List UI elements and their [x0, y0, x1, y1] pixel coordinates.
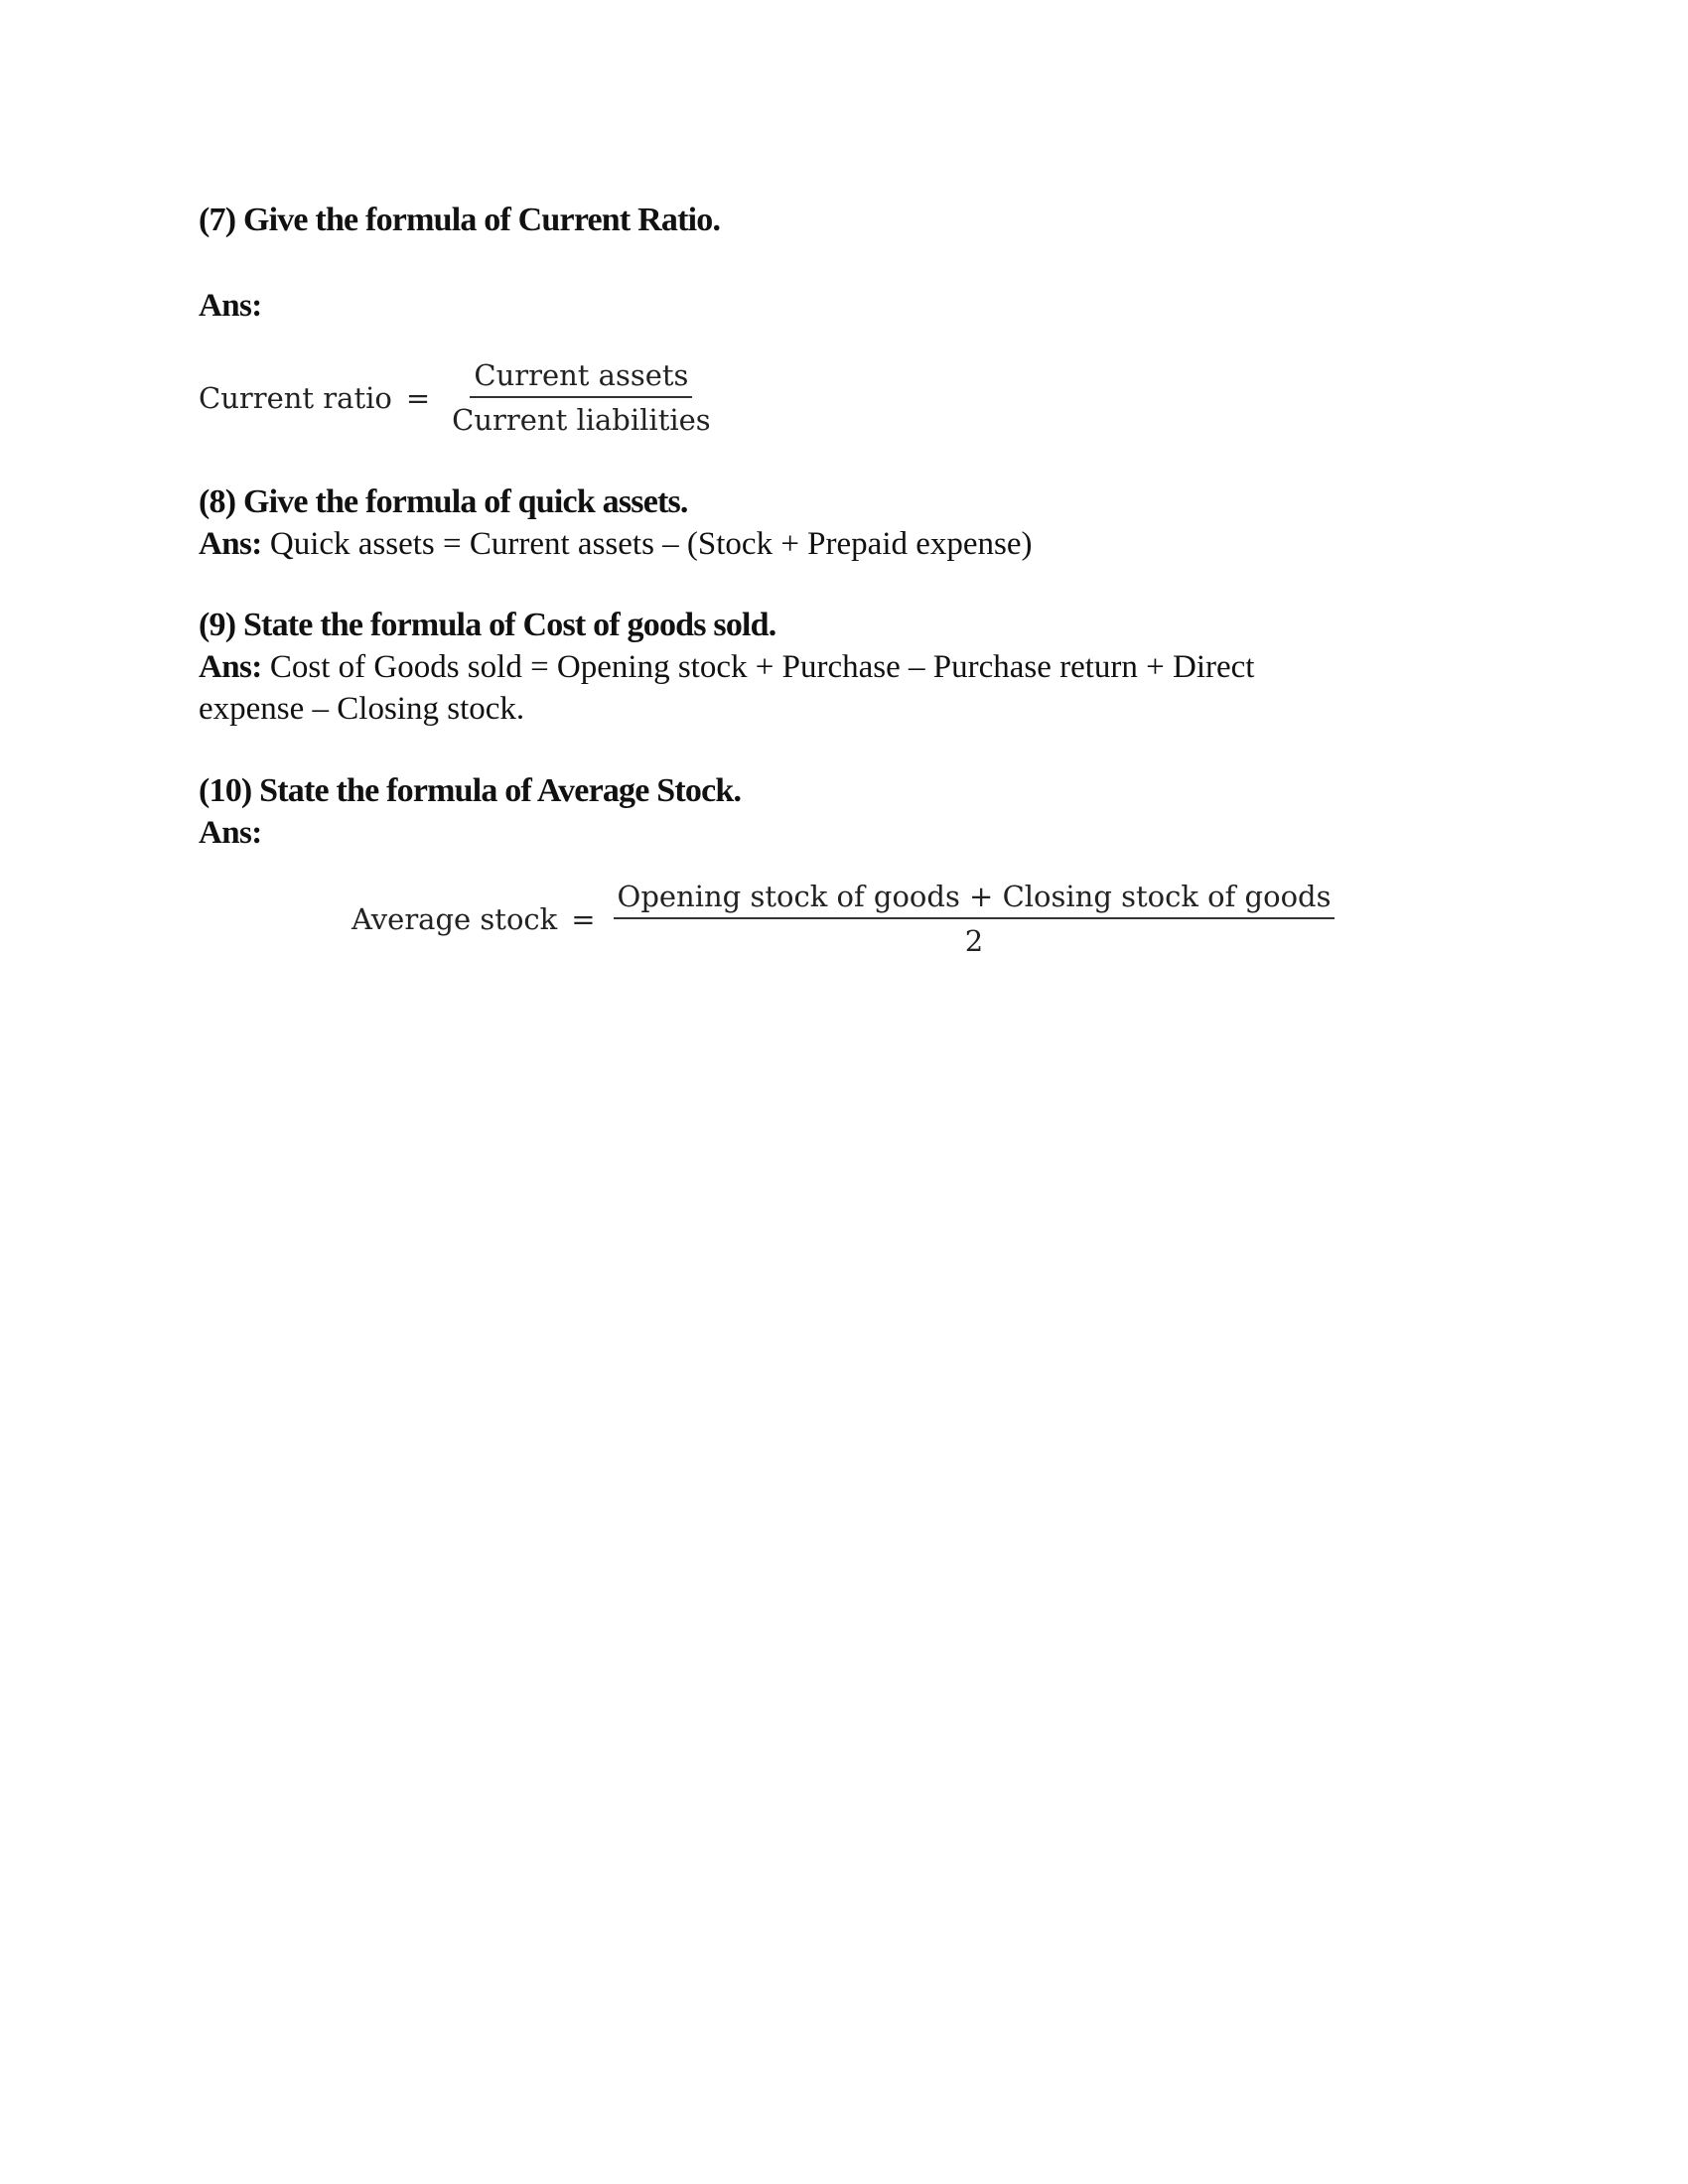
question-9-answer: [199, 651, 1254, 684]
question-7-title: (7) Give the formula of Current Ratio.: [199, 202, 721, 238]
formula-fraction: [448, 358, 715, 437]
answer-text-line-1: Cost of Goods sold = Opening stock + Purchase – Purchase return + Direct: [269, 649, 1255, 685]
formula-equals: =: [405, 381, 431, 415]
answer-label: Ans:: [199, 526, 262, 562]
answer-text: Quick assets = Current assets – (Stock + Prepaid expense): [269, 526, 1033, 562]
formula-lhs: Current ratio: [199, 381, 392, 415]
answer-label: Ans:: [199, 815, 262, 851]
question-7-answer-label-line: [199, 290, 262, 323]
answer-label: Ans:: [199, 288, 262, 324]
formula-denominator: 2: [964, 924, 984, 958]
question-10-answer-label-line: [199, 817, 262, 850]
question-8-title: (8) Give the formula of quick assets.: [199, 483, 688, 520]
formula-numerator: Current assets: [470, 361, 692, 398]
average-stock-formula: [352, 880, 1335, 958]
formula-fraction: [614, 880, 1336, 958]
formula-equals: =: [571, 902, 596, 936]
question-8-answer: [199, 528, 1033, 561]
formula-denominator: Current liabilities: [452, 403, 711, 437]
formula-lhs: Average stock: [352, 902, 558, 936]
question-10-title: (10) State the formula of Average Stock.: [199, 772, 742, 809]
formula-numerator: Opening stock of goods + Closing stock of goods: [614, 883, 1336, 919]
question-9-title: (9) State the formula of Cost of goods sold.: [199, 607, 776, 643]
answer-label: Ans:: [199, 649, 262, 685]
current-ratio-formula: [199, 358, 715, 437]
answer-text-line-2: expense – Closing stock.: [199, 691, 525, 727]
question-9-answer-continuation: [199, 693, 524, 726]
